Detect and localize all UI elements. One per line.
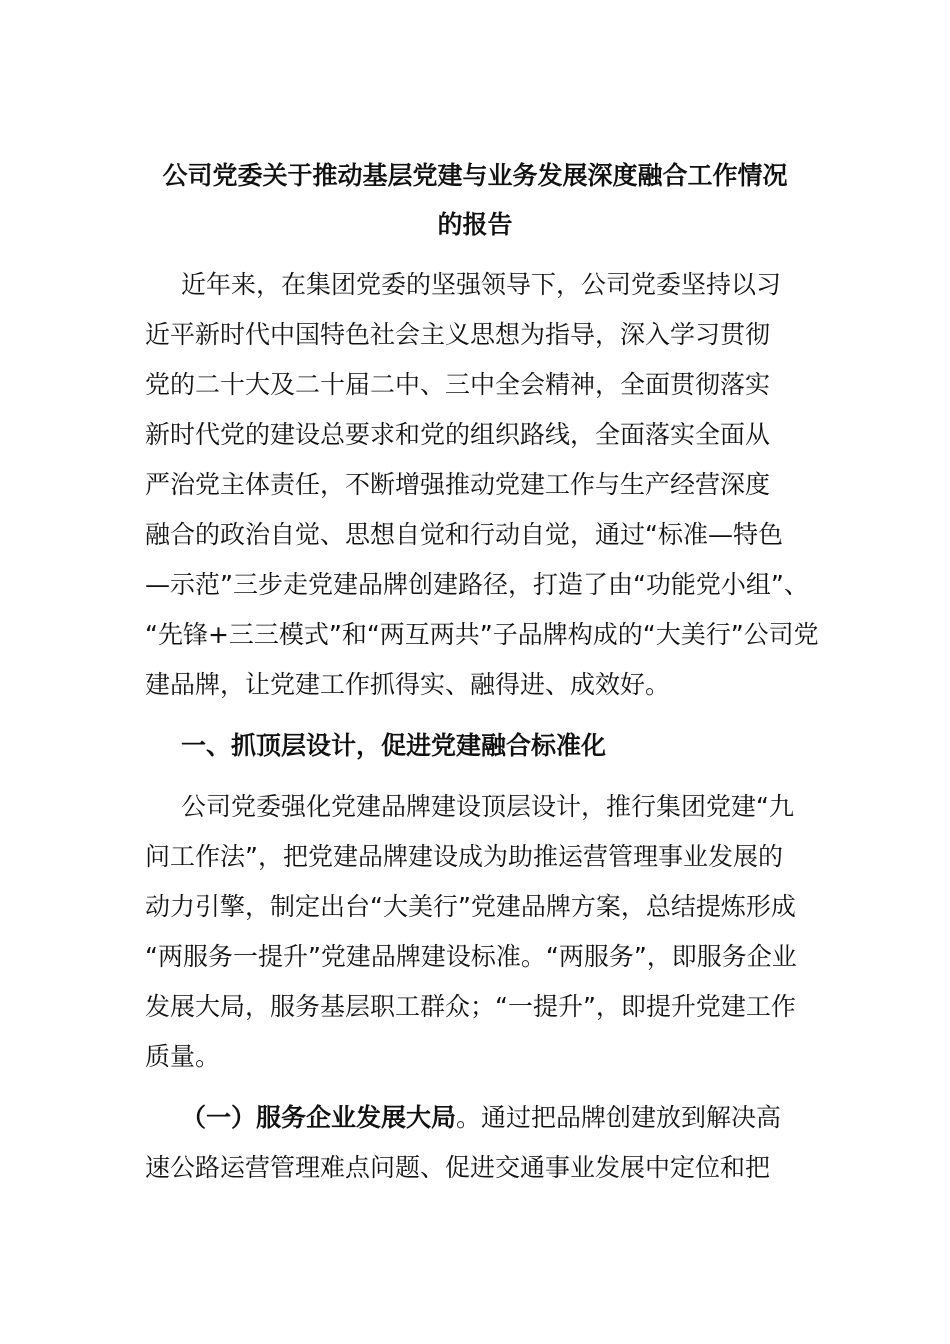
intro-paragraph-line: 近年来，在集团党委的坚强领导下，公司党委坚持以习 — [181, 270, 782, 299]
intro-paragraph-line: 建品牌，让党建工作抓得实、融得进、成效好。 — [145, 670, 671, 699]
intro-paragraph-line: —示范”三步走党建品牌创建路径，打造了由“功能党小组”、 — [145, 570, 809, 599]
section-1-paragraph-line: 动力引擎，制定出台“大美行”党建品牌方案，总结提炼形成 — [145, 892, 796, 921]
section-1-paragraph-line: 问工作法”，把党建品牌建设成为助推运营管理事业发展的 — [145, 842, 783, 871]
section-1-paragraph-line: 发展大局，服务基层职工群众；“一提升”，即提升党建工作 — [145, 992, 796, 1021]
intro-paragraph-line: 融合的政治自觉、思想自觉和行动自觉，通过“标准—特色 — [145, 520, 783, 549]
intro-paragraph-line: “先锋+三三模式”和“两互两共”子品牌构成的“大美行”公司党 — [145, 620, 819, 649]
section-1-paragraph-line: 公司党委强化党建品牌建设顶层设计，推行集团党建“九 — [181, 792, 794, 821]
section-1-heading: 一、抓顶层设计，促进党建融合标准化 — [181, 731, 607, 760]
document-title-line-1: 公司党委关于推动基层党建与业务发展深度融合工作情况 — [162, 161, 788, 190]
intro-paragraph-line: 近平新时代中国特色社会主义思想为指导，深入学习贯彻 — [145, 320, 771, 349]
intro-paragraph-line: 党的二十大及二十届二中、三中全会精神，全面贯彻落实 — [145, 370, 771, 399]
document-title-line-2: 的报告 — [437, 210, 513, 239]
section-1-paragraph-line: “两服务一提升”党建品牌建设标准。“两服务”，即服务企业 — [145, 942, 797, 971]
subsection-1-paragraph-line: 速公路运营管理难点问题、促进交通事业发展中定位和把 — [145, 1153, 771, 1182]
section-1-paragraph-line: 质量。 — [145, 1042, 221, 1071]
subsection-1-heading: （一）服务企业发展大局 — [181, 1103, 457, 1132]
intro-paragraph-line: 严治党主体责任，不断增强推动党建工作与生产经营深度 — [145, 470, 771, 499]
subsection-1-text: 。通过把品牌创建放到解决高 — [456, 1103, 782, 1132]
subsection-1-first-line — [181, 1103, 781, 1133]
intro-paragraph-line: 新时代党的建设总要求和党的组织路线，全面落实全面从 — [145, 420, 771, 449]
